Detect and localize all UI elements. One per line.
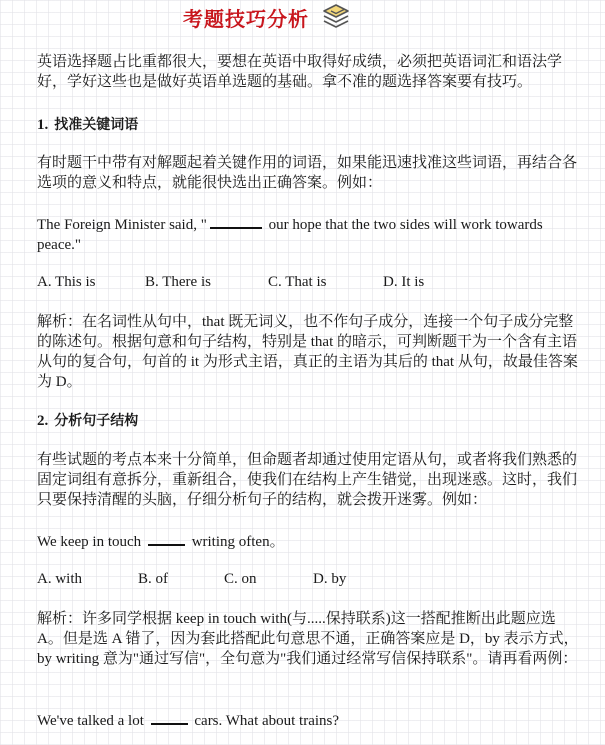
answer-blank <box>151 709 188 725</box>
option-d: D. by <box>313 571 347 587</box>
option-b: B. of <box>138 571 168 587</box>
analysis-1: 解析：在名词性从句中，that 既无词义，也不作句子成分，连接一个句子成分完整的陈述句。根据句意和句子结构，特别是 that 的暗示，可判断题干为一个含有主语从句的复合句，句首的 it 为形式主语，真正的主语为其后的 that 从句，故最佳答案为 D。 <box>37 314 578 390</box>
section-number: 2. <box>37 413 49 429</box>
option-a: A. This is <box>37 274 96 290</box>
question-2-after: writing often。 <box>187 534 285 550</box>
layers-icon <box>321 3 351 31</box>
option-a: A. with <box>37 571 82 587</box>
section-title: 分析句子结构 <box>54 413 139 429</box>
question-1-before: The Foreign Minister said, " <box>37 217 207 233</box>
analysis-2: 解析：许多同学根据 keep in touch with(与.....保持联系)这一搭配推断出此题应选 A。但是选 A 错了，因为套此搭配此句意思不通，正确答案应是 D，by 表示方式，by writing 意为"通过写信"，全句意为"我们通过经常写信保持联系"。请再看两例： <box>37 611 579 667</box>
answer-blank <box>148 530 185 546</box>
page-title: 考题技巧分析 <box>183 6 309 31</box>
section-2-description: 有些试题的考点本来十分简单，但命题者却通过使用定语从句，或者将我们熟悉的固定词组有意拆分，重新组合，使我们在结构上产生错觉，出现迷惑。这时，我们只要保持清醒的头脑，仔细分析句子的结构，就会拨开迷雾。例如： <box>37 452 578 508</box>
section-title: 找准关键词语 <box>54 117 139 133</box>
answer-blank <box>210 213 262 229</box>
question-3 <box>37 709 582 731</box>
question-2-before: We keep in touch <box>37 534 145 550</box>
question-1 <box>37 213 582 255</box>
question-1-after: our hope that the two sides will work towards peace." <box>37 217 543 253</box>
question-3-before: We've talked a lot <box>37 713 148 729</box>
option-d: D. It is <box>383 274 425 290</box>
section-number: 1. <box>37 117 49 133</box>
intro-paragraph: 英语选择题占比重都很大，要想在英语中取得好成绩，必须把英语词汇和语法学好，学好这些也是做好英语单选题的基础。拿不准的题选择答案要有技巧。 <box>37 54 563 90</box>
option-c: C. That is <box>268 274 327 290</box>
option-c: C. on <box>224 571 257 587</box>
question-3-after: cars. What about trains? <box>190 713 340 729</box>
options-2 <box>0 569 605 589</box>
question-2 <box>37 530 582 552</box>
section-heading-2 <box>37 411 582 431</box>
title-row <box>183 3 351 31</box>
options-1 <box>0 272 605 292</box>
section-1-description: 有时题干中带有对解题起着关键作用的词语，如果能迅速找准这些词语，再结合各选项的意义和特点，就能很快选出正确答案。例如： <box>37 155 578 191</box>
option-b: B. There is <box>145 274 211 290</box>
section-heading-1 <box>37 115 582 135</box>
